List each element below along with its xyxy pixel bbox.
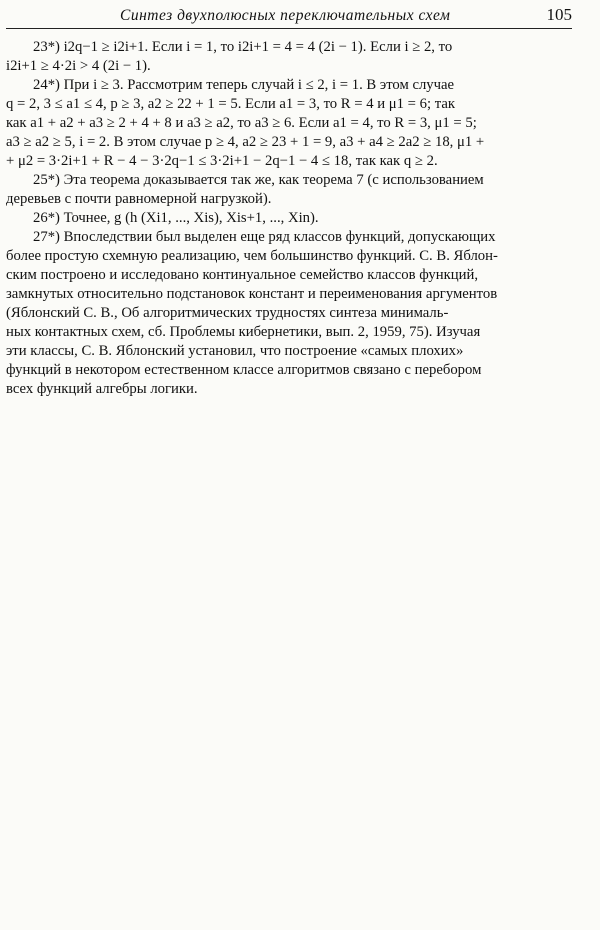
note-line: ским построено и исследовано континуальное семейство классов функций, — [6, 267, 478, 283]
note-line: 27*) Впоследствии был выделен еще ряд классов функций, допускающих — [33, 229, 496, 245]
running-header — [6, 2, 572, 29]
footnote-26 — [6, 209, 572, 228]
note-line: деревьев с почти равномерной нагрузкой). — [6, 191, 272, 207]
running-title: Синтез двухполюсных переключательных схем — [120, 7, 451, 24]
footnote-23 — [6, 38, 572, 76]
note-line: 26*) Точнее, g (h (Xi1, ..., Xis), Xis+1, ..., Xin). — [33, 210, 319, 226]
note-line: a3 ≥ a2 ≥ 5, i = 2. В этом случае p ≥ 4, a2 ≥ 23 + 1 = 9, a3 + a4 ≥ 2a2 ≥ 18, μ1 + — [6, 134, 485, 150]
page-number: 105 — [546, 5, 572, 24]
footnote-24 — [6, 76, 572, 171]
note-line: эти классы, С. В. Яблонский установил, что построение «самых плохих» — [6, 343, 464, 359]
notes-body — [6, 38, 572, 399]
note-line: ных контактных схем, сб. Проблемы кибернетики, вып. 2, 1959, 75). Изучая — [6, 324, 481, 340]
note-line: замкнутых относительно подстановок констант и переименования аргументов — [6, 286, 498, 302]
note-line: 23*) i2q−1 ≥ i2i+1. Если i = 1, то i2i+1 = 4 = 4 (2i − 1). Если i ≥ 2, то — [33, 39, 453, 55]
note-line: более простую схемную реализацию, чем большинство функций. С. В. Яблон- — [6, 248, 498, 264]
footnote-25 — [6, 171, 572, 209]
note-line: функций в некотором естественном классе алгоритмов связано с перебором — [6, 362, 482, 378]
note-line: 25*) Эта теорема доказывается так же, как теорема 7 (с использованием — [33, 172, 484, 188]
footnote-27 — [6, 228, 572, 399]
note-line: (Яблонский С. В., Об алгоритмических трудностях синтеза минималь- — [6, 305, 449, 321]
note-line: всех функций алгебры логики. — [6, 381, 198, 397]
note-line: q = 2, 3 ≤ a1 ≤ 4, p ≥ 3, a2 ≥ 22 + 1 = 5. Если a1 = 3, то R = 4 и μ1 = 6; так — [6, 96, 455, 112]
note-line: 24*) При i ≥ 3. Рассмотрим теперь случай i ≤ 2, i = 1. В этом случае — [33, 77, 455, 93]
note-line: как a1 + a2 + a3 ≥ 2 + 4 + 8 и a3 ≥ a2, то a3 ≥ 6. Если a1 = 4, то R = 3, μ1 = 5; — [6, 115, 477, 131]
note-line: i2i+1 ≥ 4·2i > 4 (2i − 1). — [6, 58, 151, 74]
note-line: + μ2 = 3·2i+1 + R − 4 − 3·2q−1 ≤ 3·2i+1 − 2q−1 − 4 ≤ 18, так как q ≥ 2. — [6, 153, 438, 169]
